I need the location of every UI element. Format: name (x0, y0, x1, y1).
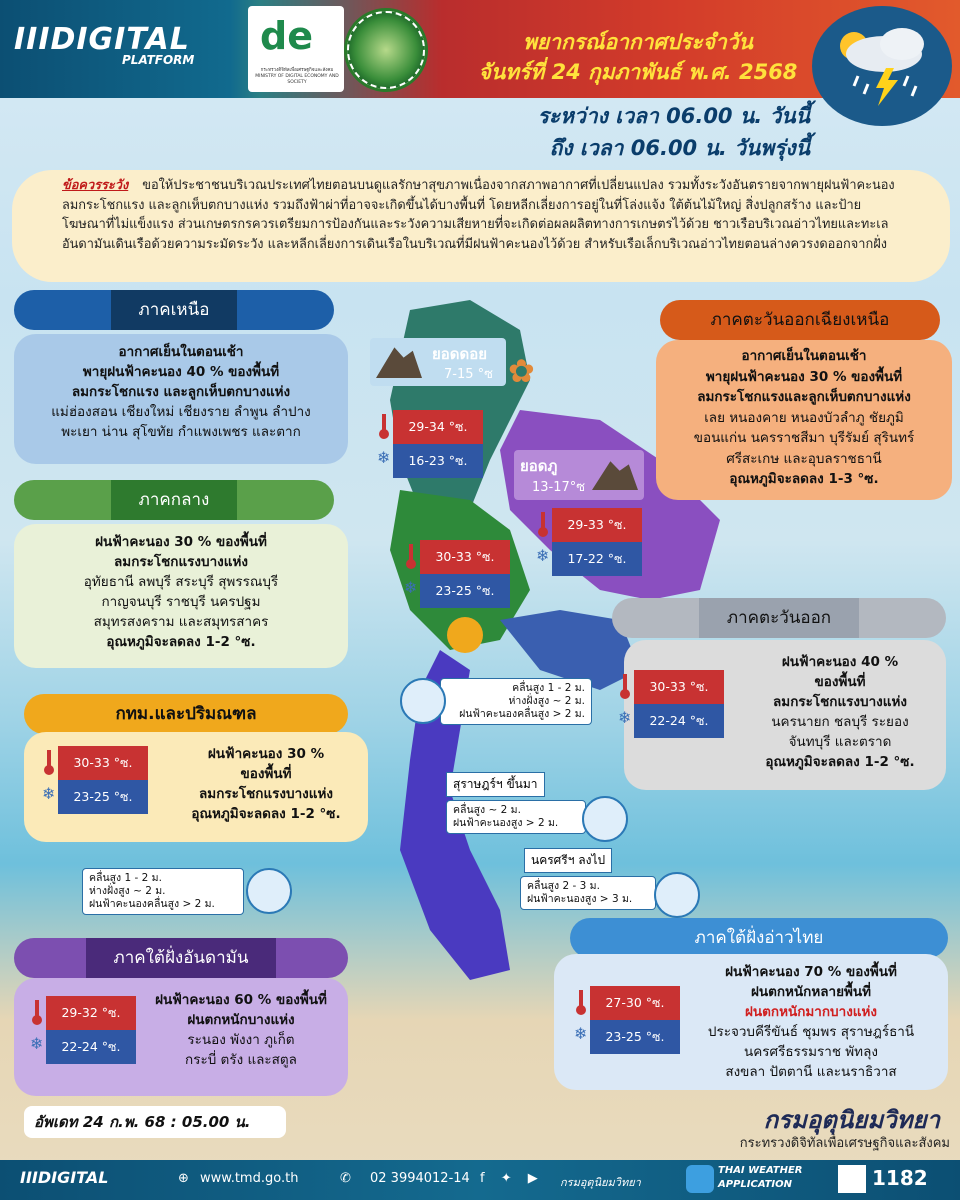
footer-app-line-2: APPLICATION (718, 1179, 793, 1190)
east-temp (618, 670, 724, 738)
south-gulf-title: ภาคใต้ฝั่งอ่าวไทย (667, 918, 852, 958)
snowflake-icon: ❄ (42, 784, 56, 803)
north-temp (377, 410, 483, 478)
andaman-line-4: กระบี่ ตรัง และสตูล (185, 1052, 297, 1068)
northeast-peak-temp: 13-17°ซ (532, 480, 586, 495)
tmd-seal-icon (344, 8, 428, 92)
south-gulf-temp-high: 27-30 °ซ. (590, 986, 680, 1020)
gulf-upper-title: สุราษฎร์ฯ ขึ้นมา (446, 772, 545, 797)
central-line-3: อุทัยธานี ลพบุรี สระบุรี สุพรรณบุรี (83, 574, 279, 590)
ship-icon (582, 796, 628, 842)
south-gulf-line-3: ฝนตกหนักมากบางแห่ง (745, 1004, 877, 1020)
east-temp-low: 22-24 °ซ. (634, 704, 724, 738)
thermometer-icon (536, 510, 550, 538)
digital-platform-logo (14, 22, 244, 78)
forecast-period-end: ถึง เวลา 06.00 น. วันพรุ่งนี้ (549, 136, 810, 160)
tab-bkk (24, 694, 348, 734)
northeast-peak-name: ยอดภู (520, 457, 558, 475)
gulf-upper-line-2: ฝนฟ้าคะนองสูง > 2 ม. (453, 817, 559, 829)
east-line-5: จันทบุรี และตราด (788, 734, 892, 750)
snowflake-icon: ❄ (574, 1024, 588, 1043)
andaman-sea-line-1: คลื่นสูง 1 - 2 ม. (89, 872, 162, 884)
andaman-sea-note (82, 868, 244, 915)
andaman-temp (30, 996, 136, 1064)
north-card (14, 334, 348, 464)
central-line-2: ลมกระโชกแรงบางแห่ง (114, 554, 248, 570)
weather-app-icon[interactable] (686, 1165, 714, 1193)
bkk-temp (42, 746, 148, 814)
gulf-lower-note (520, 876, 656, 910)
andaman-line-1: ฝนฟ้าคะนอง 60 % ของพื้นที่ (155, 992, 327, 1008)
north-line-3: ลมกระโชกแรง และลูกเห็บตกบางแห่ง (71, 384, 291, 400)
northeast-peak-box (514, 450, 644, 500)
north-line-4: แม่ฮ่องสอน เชียงใหม่ เชียงราย ลำพูน ลำปาง (51, 404, 311, 420)
gulf-upper-note (446, 800, 586, 834)
northeast-card (656, 340, 952, 500)
north-peak-box (370, 338, 506, 386)
south-gulf-line-1: ฝนฟ้าคะนอง 70 % ของพื้นที่ (725, 964, 897, 980)
east-line-6: อุณหภูมิจะลดลง 1-2 °ซ. (765, 754, 915, 770)
ministry-logo-text: กระทรวงดิจิทัลเพื่อเศรษฐกิจและสังคม MINISTRY OF DIGITAL ECONOMY AND SOCIETY (255, 68, 339, 85)
northeast-title: ภาคตะวันออกเฉียงเหนือ (683, 300, 918, 340)
andaman-temp-low: 22-24 °ซ. (46, 1030, 136, 1064)
gulf-lower-line-2: ฝนฟ้าคะนองสูง > 3 ม. (527, 893, 633, 905)
bkk-line-3: ลมกระโชกแรงบางแห่ง (199, 786, 333, 802)
ship-icon (246, 868, 292, 914)
forecast-title: พยากรณ์อากาศประจำวัน (523, 30, 753, 54)
northeast-temp-low: 17-22 °ซ. (552, 542, 642, 576)
northeast-temp (536, 508, 642, 576)
northeast-line-5: ขอนแก่น นครราชสีมา บุรีรัมย์ สุรินทร์ (693, 430, 915, 446)
andaman-line-2: ฝนตกหนักบางแห่ง (187, 1012, 295, 1028)
snowflake-icon: ❄ (404, 578, 418, 597)
gulf-lower-line-1: คลื่นสูง 2 - 3 ม. (527, 880, 600, 892)
northeast-line-1: อากาศเย็นในตอนเช้า (741, 348, 867, 364)
south-gulf-line-4: ประจวบคีรีขันธ์ ชุมพร สุราษฎร์ธานี (707, 1024, 915, 1040)
update-time: อัพเดท 24 ก.พ. 68 : 05.00 น. (24, 1106, 286, 1138)
south-gulf-line-5: นครศรีธรรมราช พัทลุง (744, 1044, 878, 1060)
bkk-temp-low: 23-25 °ซ. (58, 780, 148, 814)
thermometer-icon (377, 412, 391, 440)
east-sea-line-1: คลื่นสูง 1 - 2 ม. (512, 682, 585, 694)
gulf-lower-title: นครศรีฯ ลงไป (524, 848, 612, 873)
east-temp-high: 30-33 °ซ. (634, 670, 724, 704)
warning-text: ขอให้ประชาชนบริเวณประเทศไทยตอนบนดูแลรักษาสุขภาพเนื่องจากสภาพอากาศที่เปลี่ยนแปลง รวมทั้งระวังอันตรายจากพายุฝนฟ้าคะนอง ลมกระโชกแรง และลูกเห็บตกบางแห่ง รวมถึงฟ้าผ่าที่อาจจะเกิดขึ้นได้บางพื้นที่ โดยหลีกเลี่ยงการอยู่ในที่โล่งแจ้ง ใต้ต้นไม้ใหญ่ สิ่งปลูกสร้าง และป้ายโฆษณาที่ไม่แข็งแรง ส่วนเกษตรกรควรเตรียมการป้องกันและระวังความเสียหายที่จะเกิดต่อผลผลิตทางการเกษตรไว้ด้วย ชาวเรือบริเวณอ่าวไทยและทะเลอันดามันเดินเรือด้วยความระมัดระวัง และหลีกเลี่ยงการเดินเรือในบริเวณที่มีฝนฟ้าคะนองไว้ด้วย สำหรับเรือเล็กบริเวณอ่าวไทยตอนล่างควรงดออกจากฝั่ง (62, 178, 895, 252)
thermometer-icon (574, 988, 588, 1016)
north-line-1: อากาศเย็นในตอนเช้า (118, 344, 244, 360)
warning-label: ข้อควรระวัง (62, 178, 129, 193)
south-gulf-temp (574, 986, 680, 1054)
bkk-line-1: ฝนฟ้าคะนอง 30 % (207, 746, 325, 762)
north-peak-name: ยอดดอย (432, 345, 488, 363)
south-gulf-temp-low: 23-25 °ซ. (590, 1020, 680, 1054)
central-temp-low: 23-25 °ซ. (420, 574, 510, 608)
east-line-2: ของพื้นที่ (814, 674, 866, 690)
central-line-6: อุณหภูมิจะลดลง 1-2 °ซ. (106, 634, 256, 650)
thunderstorm-icon (812, 6, 952, 126)
east-sea-note (440, 678, 592, 725)
east-sea-line-3: ฝนฟ้าคะนองคลื่นสูง > 2 ม. (459, 708, 585, 720)
central-line-4: กาญจนบุรี ราชบุรี นครปฐม (101, 594, 261, 610)
bkk-line-4: อุณหภูมิจะลดลง 1-2 °ซ. (191, 806, 341, 822)
ship-icon (400, 678, 446, 724)
east-line-1: ฝนฟ้าคะนอง 40 % (781, 654, 899, 670)
bkk-title: กทม.และปริมณฑล (87, 694, 284, 734)
south-gulf-line-2: ฝนตกหนักหลายพื้นที่ (750, 984, 872, 1000)
andaman-title: ภาคใต้ฝั่งอันดามัน (86, 938, 277, 978)
snowflake-icon: ❄ (377, 448, 391, 467)
central-card (14, 524, 348, 668)
gulf-upper-line-1: คลื่นสูง ~ 2 ม. (453, 804, 521, 816)
ministry-logo-mark: de (260, 14, 313, 58)
footer-website[interactable]: www.tmd.go.th (200, 1171, 299, 1186)
social-icons[interactable]: f ✦ ▶ (480, 1171, 544, 1186)
thermometer-icon (42, 748, 56, 776)
thermometer-icon (618, 672, 632, 700)
south-gulf-line-6: สงขลา ปัตตานี และนราธิวาส (725, 1064, 897, 1080)
department-ministry: กระทรวงดิจิทัลเพื่อเศรษฐกิจและสังคม (739, 1136, 950, 1151)
east-title: ภาคตะวันออก (699, 598, 859, 638)
tab-east (612, 598, 946, 638)
north-line-2: พายุฝนฟ้าคะนอง 40 % ของพื้นที่ (82, 364, 280, 380)
north-peak-temp: 7-15 °ซ (444, 367, 493, 382)
north-line-5: พะเยา น่าน สุโขทัย กำแพงเพชร และตาก (61, 424, 301, 440)
department-name: กรมอุตุนิยมวิทยา (763, 1106, 940, 1134)
globe-icon: ⊕ (178, 1171, 189, 1186)
snowflake-icon: ❄ (618, 708, 632, 727)
footer-hotline[interactable]: 1182 (872, 1166, 928, 1190)
northeast-line-2: พายุฝนฟ้าคะนอง 30 % ของพื้นที่ (705, 368, 903, 385)
warning-box (12, 170, 950, 282)
mountain-icon (592, 458, 638, 490)
bkk-temp-high: 30-33 °ซ. (58, 746, 148, 780)
phone-icon: ✆ (340, 1171, 351, 1186)
east-sea-line-2: ห่างฝั่งสูง ~ 2 ม. (508, 695, 585, 707)
mountain-icon (376, 344, 422, 378)
forecast-date: จันทร์ที่ 24 กุมภาพันธ์ พ.ศ. 2568 (478, 60, 798, 84)
butterfly-icon: ✿ (508, 352, 535, 390)
central-line-1: ฝนฟ้าคะนอง 30 % ของพื้นที่ (95, 534, 267, 550)
tab-central (14, 480, 334, 520)
thermometer-icon (404, 542, 418, 570)
tab-northeast (660, 300, 940, 340)
ministry-logo (248, 6, 344, 92)
ship-icon (654, 872, 700, 918)
footer-platform-logo: IIIDIGITAL (20, 1168, 109, 1187)
thermometer-icon (30, 998, 44, 1026)
east-line-4: นครนายก ชลบุรี ระยอง (771, 714, 909, 730)
north-title: ภาคเหนือ (111, 290, 238, 330)
andaman-line-3: ระนอง พังงา ภูเก็ต (187, 1032, 295, 1048)
footer-bar (0, 1160, 960, 1200)
central-title: ภาคกลาง (111, 480, 238, 520)
central-temp-high: 30-33 °ซ. (420, 540, 510, 574)
tab-north (14, 290, 334, 330)
andaman-sea-line-3: ฝนฟ้าคะนองคลื่นสูง > 2 ม. (89, 898, 215, 910)
snowflake-icon: ❄ (536, 546, 550, 565)
footer-phone[interactable]: 02 3994012-14 (370, 1171, 470, 1186)
northeast-line-4: เลย หนองคาย หนองบัวลำภู ชัยภูมิ (704, 409, 904, 426)
central-line-5: สมุทรสงคราม และสมุทรสาคร (93, 614, 269, 630)
footer-app-line-1: THAI WEATHER (718, 1165, 803, 1176)
northeast-temp-high: 29-33 °ซ. (552, 508, 642, 542)
bkk-line-2: ของพื้นที่ (240, 766, 292, 782)
qr-code-icon[interactable] (838, 1165, 866, 1193)
platform-logo-small: PLATFORM (122, 53, 195, 67)
tab-south-gulf (570, 918, 948, 958)
footer-social-name: กรมอุตุนิยมวิทยา (560, 1176, 641, 1189)
northeast-line-3: ลมกระโชกแรงและลูกเห็บตกบางแห่ง (697, 389, 911, 405)
forecast-period-start: ระหว่าง เวลา 06.00 น. วันนี้ (537, 104, 810, 128)
andaman-sea-line-2: ห่างฝั่งสูง ~ 2 ม. (89, 885, 166, 897)
north-temp-high: 29-34 °ซ. (393, 410, 483, 444)
north-temp-low: 16-23 °ซ. (393, 444, 483, 478)
northeast-line-7: อุณหภูมิจะลดลง 1-3 °ซ. (729, 471, 879, 487)
east-line-3: ลมกระโชกแรงบางแห่ง (773, 694, 907, 710)
tab-andaman (14, 938, 348, 978)
platform-logo-big: IIIDIGITAL (14, 22, 190, 57)
northeast-line-6: ศรีสะเกษ และอุบลราชธานี (726, 450, 882, 467)
seal-ring (347, 11, 425, 89)
central-temp (404, 540, 510, 608)
andaman-temp-high: 29-32 °ซ. (46, 996, 136, 1030)
map-bangkok (447, 617, 483, 653)
snowflake-icon: ❄ (30, 1034, 44, 1053)
